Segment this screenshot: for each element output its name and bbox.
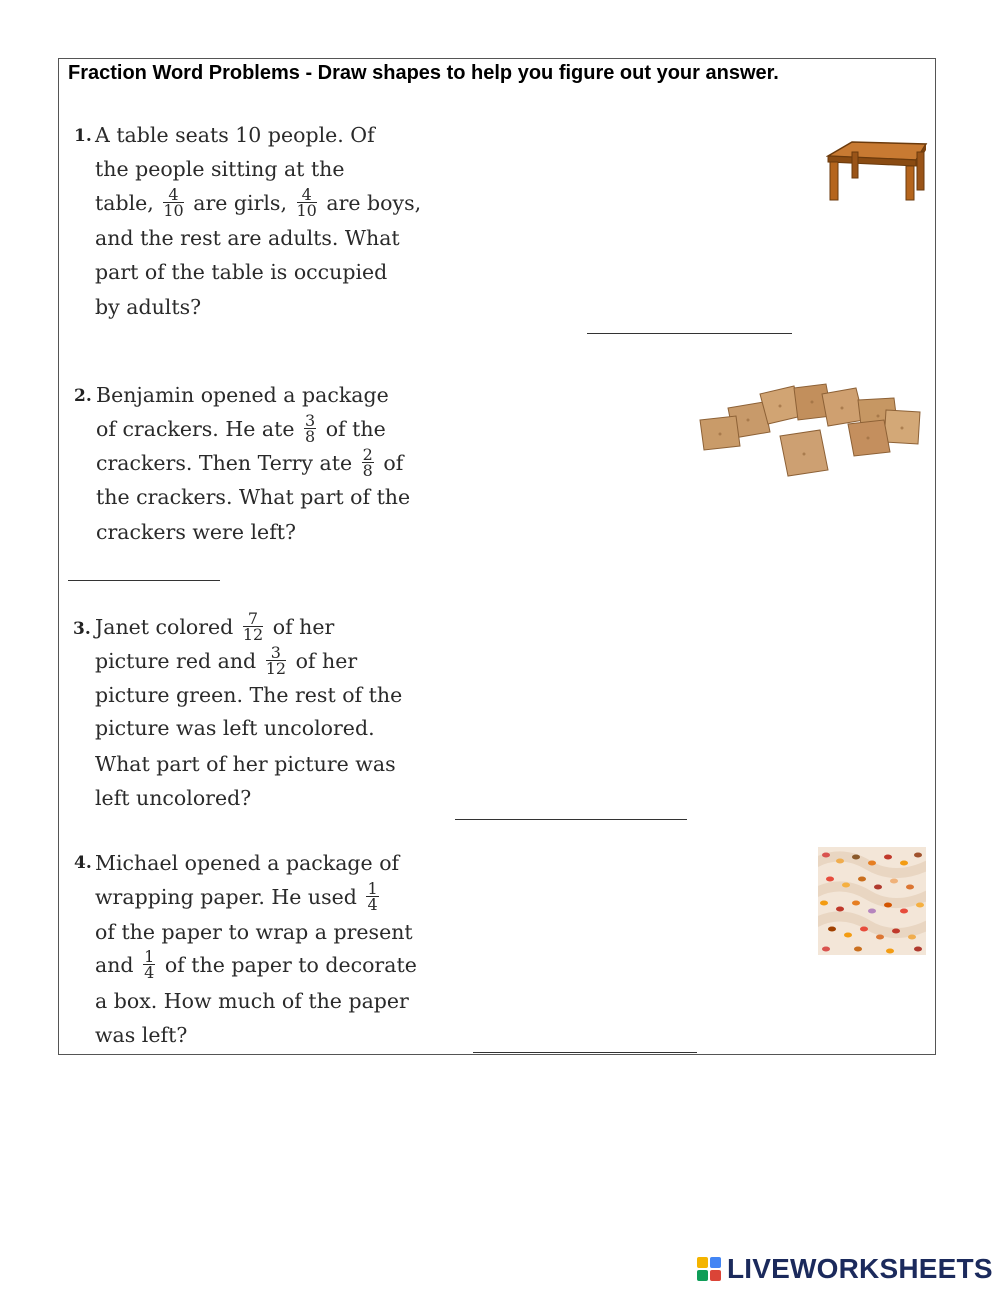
worksheet-title: Fraction Word Problems - Draw shapes to help you figure out your answer. [68,62,779,84]
text-fragment: of [383,451,404,475]
denominator: 12 [242,625,264,644]
problem-text-line [95,880,382,914]
numerator: 4 [163,187,183,203]
wooden-table-picture [826,138,928,204]
text-fragment: are girls, [193,191,287,215]
numerator: 1 [144,947,155,966]
text-fragment: crackers. Then Terry ate [96,451,353,475]
problem-text-line: picture green. The rest of the [95,683,403,707]
problem-number: 3. [73,619,91,639]
answer-line[interactable] [473,1052,697,1053]
denominator: 12 [265,659,287,678]
text-fragment: of the paper to decorate [164,953,417,977]
text-fragment: of her [272,615,335,639]
text-fragment: of the [325,417,386,441]
logo-icon [697,1257,721,1281]
numerator: 7 [243,611,263,627]
problem-number: 2. [74,386,92,406]
wrapping-paper-picture [818,847,926,955]
problem-text-line: was left? [95,1023,188,1047]
problem-text-line: picture was left uncolored. [95,716,375,740]
crackers-picture [698,380,926,480]
numerator: 4 [297,187,317,203]
text-fragment: Janet colored [95,615,234,639]
problem-number: 4. [74,853,92,873]
problem-text-line: a box. How much of the paper [95,989,409,1013]
numerator: 2 [362,445,373,464]
problem-text-line: part of the table is occupied [95,260,388,284]
problem-text-line: What part of her picture was [95,752,396,776]
denominator: 4 [367,895,378,914]
problem-text-line: Benjamin opened a package [96,383,389,407]
numerator: 1 [367,879,378,898]
numerator: 3 [305,411,316,430]
denominator: 10 [296,201,317,220]
text-fragment: wrapping paper. He used [95,885,357,909]
problem-text-line: by adults? [95,295,202,319]
problem-text-line: the crackers. What part of the [96,485,411,509]
problem-text-line: the people sitting at the [95,157,345,181]
problem-text-line [95,186,421,220]
text-fragment: of her [295,649,358,673]
liveworksheets-logo [697,1254,993,1284]
logo-text: LIVEWORKSHEETS [727,1253,993,1284]
fraction [297,187,317,218]
problem-text-line: A table seats 10 people. Of [95,123,375,147]
text-fragment: table, [95,191,154,215]
fraction [362,447,374,478]
fraction [366,881,378,912]
problem-text-line [96,412,386,446]
numerator: 3 [266,645,286,661]
answer-line[interactable] [455,819,687,820]
text-fragment: are boys, [326,191,422,215]
answer-line[interactable] [68,580,220,581]
fraction [266,645,286,676]
problem-number: 1. [74,126,92,146]
answer-line[interactable] [587,333,792,334]
fraction [163,187,183,218]
denominator: 10 [163,201,184,220]
problem-text-line: crackers were left? [96,520,297,544]
denominator: 8 [362,461,373,480]
problem-text-line: and the rest are adults. What [95,226,400,250]
fraction [243,611,263,642]
problem-text-line: of the paper to wrap a present [95,920,413,944]
problem-text-line [96,446,403,480]
text-fragment: and [95,953,134,977]
denominator: 4 [144,963,155,982]
text-fragment: of crackers. He ate [96,417,295,441]
problem-text-line [95,610,334,644]
fraction [304,413,316,444]
denominator: 8 [305,427,316,446]
problem-text-line: Michael opened a package of [95,851,400,875]
problem-text-line [95,644,357,678]
fraction [143,949,155,980]
problem-text-line [95,948,417,982]
problem-text-line: left uncolored? [95,786,252,810]
text-fragment: picture red and [95,649,257,673]
